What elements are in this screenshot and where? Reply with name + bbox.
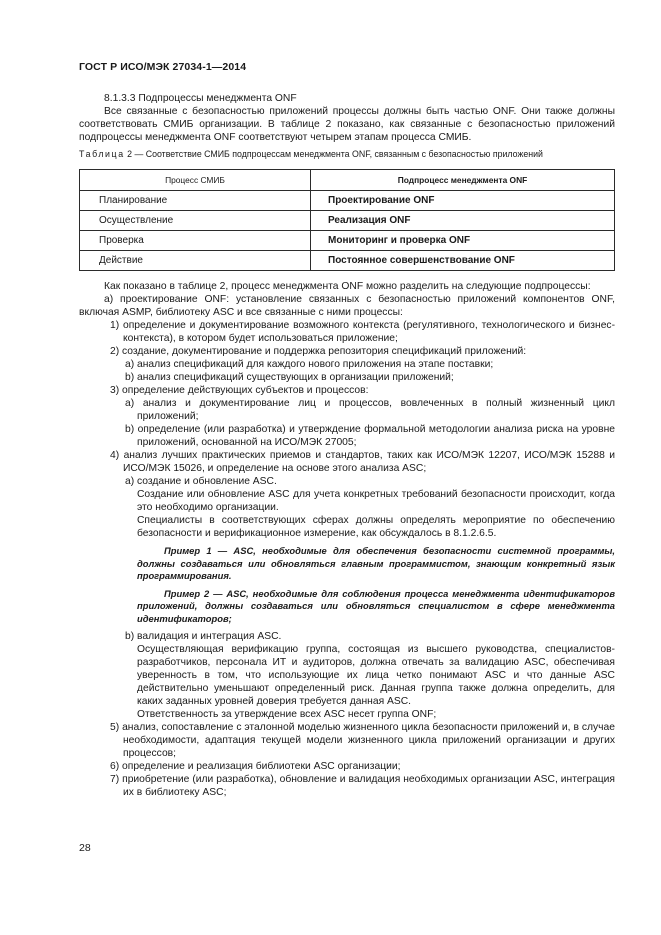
list-item-2a: a) анализ спецификаций для каждого нового приложения на этапе поставки; — [125, 359, 494, 370]
list-item-4a: a) создание и обновление ASC. — [125, 476, 277, 487]
list-item-2b: b) анализ спецификаций существующих в организации приложений; — [125, 372, 454, 383]
list-item-4: 4) анализ лучших практических приемов и стандартов, таких как ИСО/МЭК 12207, ИСО/МЭК 15288 и ИСО/МЭК 15026, и определение на основе этого анализа ASC; — [110, 450, 615, 474]
cell-isms: Действие — [80, 251, 311, 271]
list-item-3: 3) определение действующих субъектов и процессов: — [110, 385, 369, 396]
list-item-3b: b) определение (или разработка) и утверждение формальной методологии анализа риска на уровне приложений, основанной на ИСО/МЭК 27005; — [125, 424, 615, 448]
table-row — [80, 191, 615, 211]
example-1: Пример 1 — ASC, необходимые для обеспечения безопасности системной программы, должны создаваться или обновляться главным программистом, знающим конкретный язык программирования. — [137, 545, 615, 581]
list-item-2: 2) создание, документирование и поддержка репозитория спецификаций приложений: — [110, 346, 527, 357]
table-header-row — [80, 170, 615, 191]
paragraph-4b-2: Ответственность за утверждение всех ASC несет группа ONF; — [137, 709, 437, 720]
table-caption-text: 2 — Соответствие СМИБ подпроцессам менеджмента ONF, связанным с безопасностью приложений — [124, 149, 543, 159]
list-item-6: 6) определение и реализация библиотеки ASC организации; — [110, 761, 401, 772]
cell-onf: Постоянное совершенствование ONF — [311, 251, 615, 271]
document-header: ГОСТ Р ИСО/МЭК 27034-1—2014 — [79, 61, 247, 73]
cell-isms: Планирование — [80, 191, 311, 211]
col-header-isms: Процесс СМИБ — [80, 170, 311, 191]
section-heading: 8.1.3.3 Подпроцессы менеджмента ONF — [104, 93, 297, 104]
list-item-7: 7) приобретение (или разработка), обновление и валидация необходимых организации ASC, интеграция их в библиотеку ASC; — [110, 774, 615, 798]
table-caption — [79, 148, 615, 161]
example-2: Пример 2 — ASC, необходимые для соблюдения процесса менеджмента идентификаторов приложений, должны создаваться или обновляться специалистом в сфере менеджмента идентификаторов; — [137, 587, 615, 624]
cell-onf: Реализация ONF — [311, 211, 615, 231]
table-row — [80, 251, 615, 271]
col-header-onf: Подпроцесс менеджмента ONF — [311, 170, 615, 191]
list-item-5: 5) анализ, сопоставление с эталонной моделью жизненного цикла безопасности приложений и, в случае необходимости, адаптация текущей модели жизненного цикла приложений организации и других процессов; — [110, 722, 615, 759]
paragraph-4b-1: Осуществляющая верификацию группа, состоящая из высшего руководства, специалистов-разработчиков, персонала ИТ и аудиторов, должна отвечать за валидацию ASC, обеспечивая уверенность в том, что использующие их лица четко понимают ASC и что данные ASC действительно уменьшают определенный риск. Данная группа также должна определить, для каких заданных уровней доверия требуется данная ASC. — [137, 644, 615, 707]
table-caption-label: Таблица — [79, 149, 125, 159]
list-item-4b: b) валидация и интеграция ASC. — [125, 631, 282, 642]
cell-isms: Проверка — [80, 231, 311, 251]
body-paragraph: Как показано в таблице 2, процесс менеджмента ONF можно разделить на следующие подпроцессы: — [104, 281, 591, 292]
cell-isms: Осуществление — [80, 211, 311, 231]
paragraph-4a-1: Создание или обновление ASC для учета конкретных требований безопасности происходит, когда это необходимо организации. — [137, 489, 615, 513]
list-item-a: а) проектирование ONF: установление связанных с безопасностью приложений компонентов ONF, включая ASMP, библиотеку ASC и все связанные с ними процессы: — [79, 294, 615, 318]
cell-onf: Проектирование ONF — [311, 191, 615, 211]
cell-onf: Мониторинг и проверка ONF — [311, 231, 615, 251]
list-item-3a: a) анализ и документирование лиц и процессов, вовлеченных в полный жизненный цикл приложений; — [125, 398, 615, 422]
page-content — [79, 92, 615, 799]
isms-onf-table — [79, 169, 615, 271]
paragraph-4a-2: Специалисты в соответствующих сферах должны определять мероприятие по обеспечению безопасности и верификационное измерение, как обсуждалось в 8.1.2.6.5. — [137, 515, 615, 539]
page-number: 28 — [79, 842, 91, 854]
table-row — [80, 211, 615, 231]
table-row — [80, 231, 615, 251]
intro-paragraph: Все связанные с безопасностью приложений процессы должны быть частью ONF. Они также должны соответствовать СМИБ организации. В таблице 2 показано, как связанные с безопасностью приложений подпроцессы менеджмента ONF соответствуют четырем этапам процесса СМИБ. — [79, 106, 615, 143]
list-item-1: 1) определение и документирование возможного контекста (регулятивного, технологического и бизнес-контекста), в котором будет использоваться приложение; — [110, 320, 615, 344]
